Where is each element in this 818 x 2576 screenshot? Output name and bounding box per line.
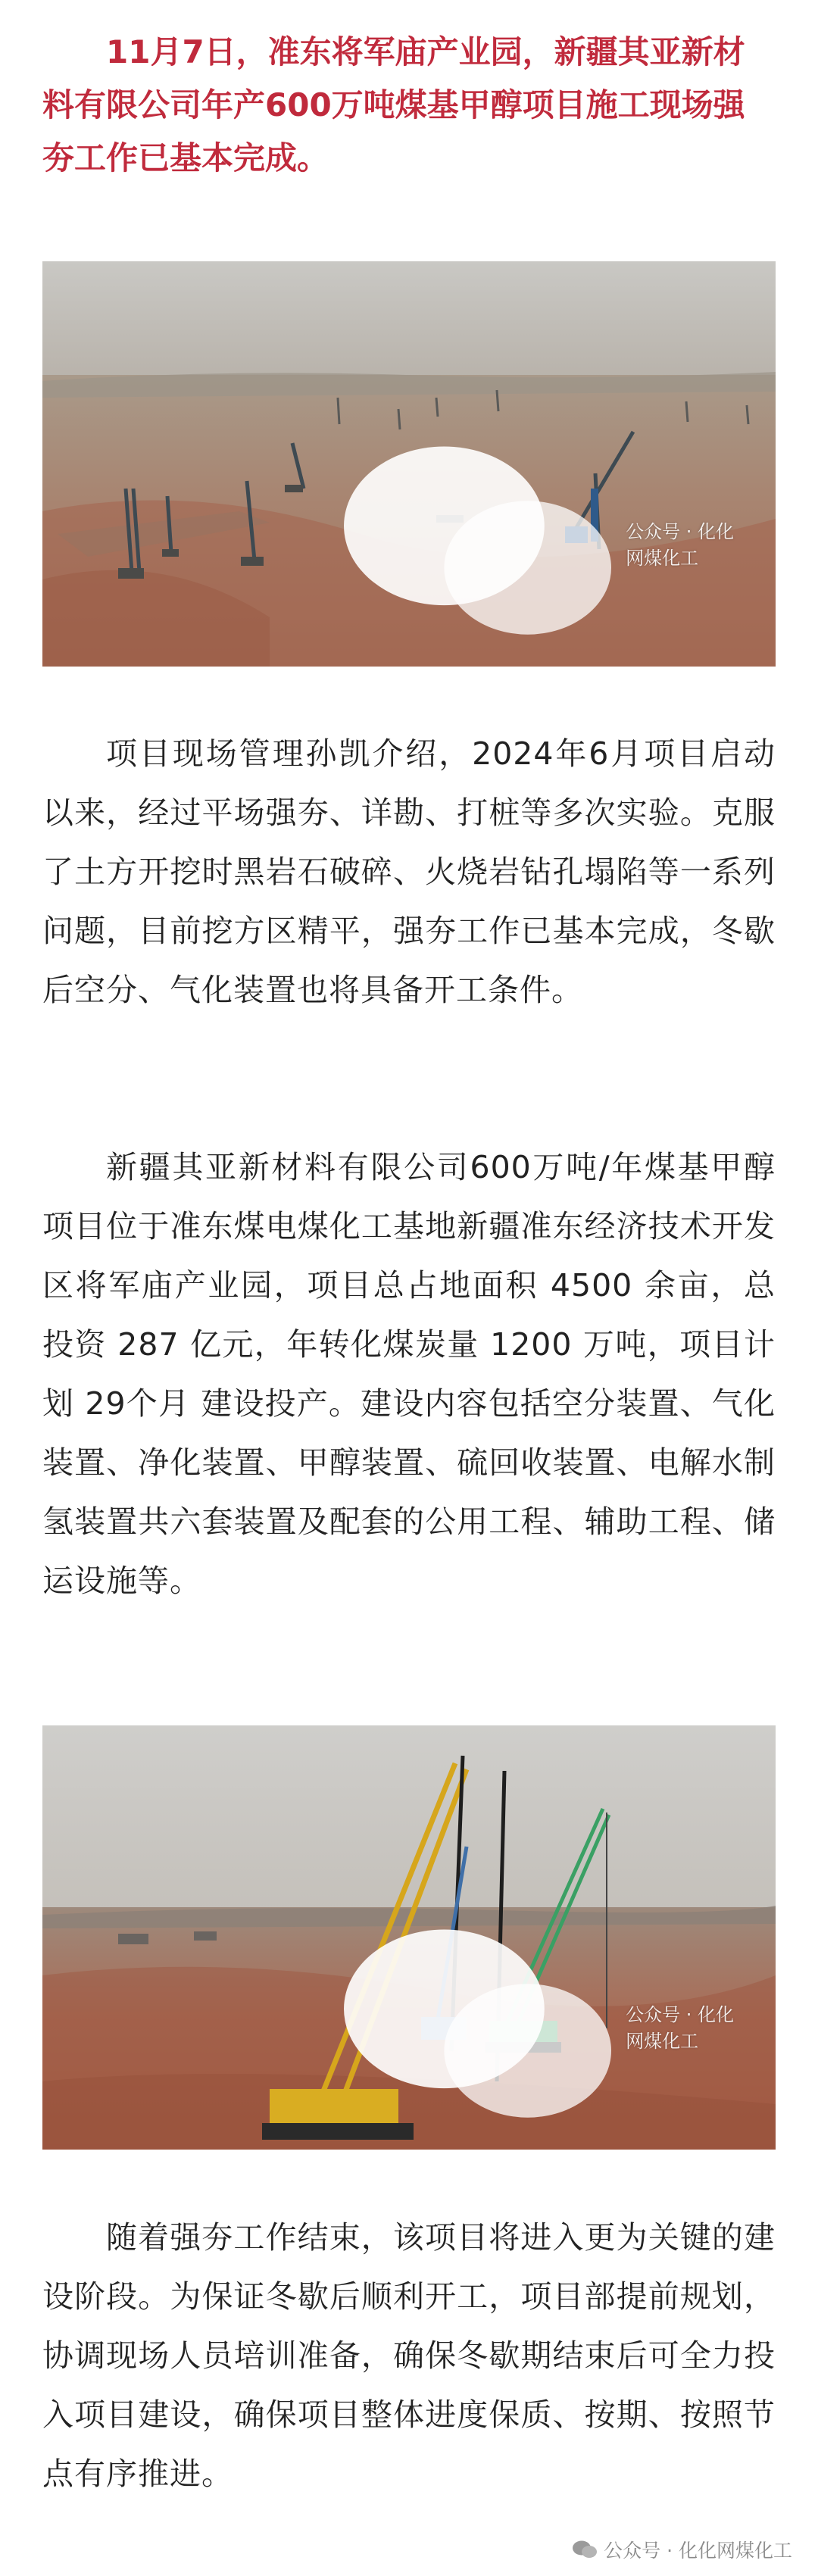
headline: 11月7日，准东将军庙产业园，新疆其亚新材料有限公司年产600万吨煤基甲醇项目施工现场强夯工作已基本完成。 (42, 33, 745, 176)
footer-watermark (572, 2536, 792, 2563)
pile-driver-rigs-image (42, 1725, 776, 2150)
wechat-icon (336, 1917, 620, 2134)
image-watermark (336, 434, 750, 651)
aerial-construction-site-image (42, 261, 776, 667)
wechat-icon (572, 2540, 598, 2559)
wechat-icon (336, 434, 620, 651)
paragraph-2: 新疆其亚新材料有限公司600万吨/年煤基甲醇项目位于准东煤电煤化工基地新疆准东经济技术开发区将军庙产业园，项目总占地面积 4500 余亩，总投资 287 亿元，年转化煤炭量 1200 万吨，项目计划 29个月 建设投产。建设内容包括空分装置、气化装置、净化装置、甲醇装置、硫回收装置、电解水制氢装置共六套装置及配套的公用工程、辅助工程、储运设施等。 (42, 1149, 776, 1599)
watermark-text: 公众号 · 化化网煤化工 (626, 2003, 735, 2052)
footer-watermark-text: 公众号 · 化化网煤化工 (604, 2540, 792, 2562)
image-watermark (336, 1917, 750, 2134)
watermark-text: 公众号 · 化化网煤化工 (626, 520, 735, 569)
paragraph-1: 项目现场管理孙凯介绍，2024年6月项目启动以来，经过平场强夯、详勘、打桩等多次实验。克服了土方开挖时黑岩石破碎、火烧岩钻孔塌陷等一系列问题，目前挖方区精平，强夯工作已基本完成，冬歇后空分、气化装置也将具备开工条件。 (42, 735, 776, 1008)
paragraph-3: 随着强夯工作结束，该项目将进入更为关键的建设阶段。为保证冬歇后顺利开工，项目部提前规划，协调现场人员培训准备，确保冬歇期结束后可全力投入项目建设，确保项目整体进度保质、按期、按照节点有序推进。 (42, 2219, 776, 2492)
